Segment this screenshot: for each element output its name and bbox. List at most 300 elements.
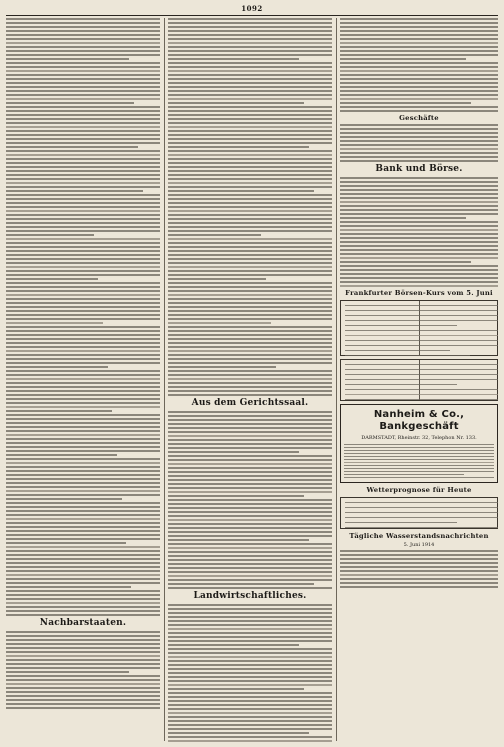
text-line bbox=[168, 350, 332, 352]
text-line bbox=[345, 512, 498, 513]
text-line bbox=[345, 384, 457, 385]
text-line bbox=[168, 688, 304, 690]
text-line bbox=[168, 483, 332, 485]
text-line bbox=[168, 282, 332, 284]
text-line bbox=[345, 325, 457, 326]
text-line bbox=[6, 62, 160, 64]
text-line bbox=[168, 547, 332, 549]
section-heading: Aus dem Gerichtssaal. bbox=[191, 398, 309, 408]
text-line bbox=[168, 274, 332, 276]
text-line bbox=[6, 671, 129, 673]
text-line bbox=[168, 134, 332, 136]
text-line bbox=[168, 246, 332, 248]
text-line bbox=[6, 226, 160, 228]
text-line bbox=[6, 110, 160, 112]
text-line bbox=[168, 555, 332, 557]
text-line bbox=[168, 34, 332, 36]
text-line bbox=[6, 442, 160, 444]
text-line bbox=[6, 474, 160, 476]
text-line bbox=[6, 566, 160, 568]
text-line bbox=[6, 254, 160, 256]
text-line bbox=[168, 660, 332, 662]
text-line bbox=[6, 258, 160, 260]
text-line bbox=[6, 699, 160, 701]
text-line bbox=[168, 575, 332, 577]
text-block bbox=[340, 124, 498, 162]
text-line bbox=[6, 390, 160, 392]
text-line bbox=[340, 30, 498, 32]
text-line bbox=[6, 206, 160, 208]
text-line bbox=[6, 542, 126, 544]
text-line bbox=[6, 663, 160, 665]
text-line bbox=[340, 265, 498, 267]
text-line bbox=[6, 142, 160, 144]
text-line bbox=[345, 517, 498, 518]
text-block bbox=[340, 550, 498, 588]
text-line bbox=[168, 82, 332, 84]
text-line bbox=[6, 538, 160, 540]
text-line bbox=[6, 514, 160, 516]
text-line bbox=[6, 490, 160, 492]
text-line bbox=[6, 518, 160, 520]
text-line bbox=[6, 410, 112, 412]
text-line bbox=[6, 546, 160, 548]
text-line bbox=[168, 86, 332, 88]
text-line bbox=[6, 486, 160, 488]
text-line bbox=[168, 218, 332, 220]
text-line bbox=[168, 684, 332, 686]
text-line bbox=[340, 94, 498, 96]
text-line bbox=[340, 18, 498, 20]
text-line bbox=[6, 370, 160, 372]
text-line bbox=[168, 696, 332, 698]
text-line bbox=[168, 652, 332, 654]
text-line bbox=[168, 539, 309, 541]
text-line bbox=[345, 527, 498, 528]
text-line bbox=[6, 707, 160, 709]
text-line bbox=[340, 62, 498, 64]
text-line bbox=[168, 531, 332, 533]
text-line bbox=[168, 46, 332, 48]
text-block bbox=[340, 18, 498, 112]
text-line bbox=[6, 598, 160, 600]
text-line bbox=[168, 427, 332, 429]
text-line bbox=[340, 177, 498, 179]
text-line bbox=[6, 610, 160, 612]
text-line bbox=[168, 182, 332, 184]
text-line bbox=[340, 110, 498, 112]
text-line bbox=[6, 667, 160, 669]
text-line bbox=[168, 70, 332, 72]
text-line bbox=[6, 354, 160, 356]
text-line bbox=[340, 245, 498, 247]
text-line bbox=[168, 322, 271, 324]
text-line bbox=[340, 233, 498, 235]
text-line bbox=[168, 587, 332, 589]
text-line bbox=[168, 50, 332, 52]
text-line bbox=[168, 491, 332, 493]
text-line bbox=[6, 562, 160, 564]
text-line bbox=[6, 647, 160, 649]
text-line bbox=[168, 42, 332, 44]
text-line bbox=[6, 262, 160, 264]
section-heading: Bank und Börse. bbox=[375, 164, 463, 174]
text-line bbox=[340, 140, 498, 142]
text-line bbox=[168, 676, 332, 678]
text-line bbox=[340, 281, 498, 283]
text-line bbox=[168, 487, 332, 489]
text-line bbox=[6, 334, 160, 336]
text-line bbox=[6, 346, 160, 348]
text-line bbox=[168, 90, 332, 92]
text-line bbox=[340, 562, 498, 564]
text-line bbox=[6, 683, 160, 685]
text-line bbox=[6, 366, 108, 368]
text-line bbox=[6, 234, 94, 236]
text-line bbox=[168, 507, 332, 509]
text-line bbox=[168, 166, 332, 168]
text-line bbox=[6, 130, 160, 132]
text-line bbox=[345, 340, 498, 341]
text-line bbox=[340, 197, 498, 199]
text-line bbox=[168, 724, 332, 726]
text-line bbox=[6, 306, 160, 308]
text-line bbox=[6, 158, 160, 160]
text-line bbox=[168, 386, 332, 388]
text-line bbox=[168, 511, 332, 513]
text-line bbox=[344, 450, 494, 451]
text-line bbox=[168, 194, 332, 196]
text-line bbox=[168, 342, 332, 344]
text-line bbox=[168, 479, 332, 481]
text-line bbox=[6, 374, 160, 376]
text-line bbox=[168, 680, 332, 682]
text-line bbox=[168, 423, 332, 425]
text-line bbox=[6, 498, 122, 500]
text-line bbox=[6, 26, 160, 28]
text-line bbox=[168, 58, 299, 60]
text-line bbox=[6, 314, 160, 316]
section-heading: Nachbarstaaten. bbox=[39, 618, 127, 628]
text-line bbox=[168, 154, 332, 156]
text-line bbox=[344, 444, 494, 445]
column-middle bbox=[168, 18, 332, 743]
text-line bbox=[340, 189, 498, 191]
text-line bbox=[168, 712, 332, 714]
column-divider bbox=[336, 18, 337, 741]
text-line bbox=[168, 499, 332, 501]
page-header bbox=[6, 4, 498, 16]
text-line bbox=[168, 262, 332, 264]
text-line bbox=[6, 294, 160, 296]
text-line bbox=[340, 550, 498, 552]
text-line bbox=[6, 502, 160, 504]
text-line bbox=[168, 559, 332, 561]
text-line bbox=[340, 50, 498, 52]
text-line bbox=[168, 18, 332, 20]
text-line bbox=[168, 640, 332, 642]
text-line bbox=[340, 181, 498, 183]
text-line bbox=[6, 242, 160, 244]
text-line bbox=[6, 639, 160, 641]
text-line bbox=[168, 258, 332, 260]
text-line bbox=[6, 322, 103, 324]
text-line bbox=[6, 466, 160, 468]
text-line bbox=[6, 398, 160, 400]
text-line bbox=[6, 166, 160, 168]
text-line bbox=[168, 608, 332, 610]
text-line bbox=[345, 315, 498, 316]
text-line bbox=[168, 38, 332, 40]
text-line bbox=[6, 526, 160, 528]
text-line bbox=[6, 655, 160, 657]
text-line bbox=[168, 222, 332, 224]
text-line bbox=[340, 106, 498, 108]
text-line bbox=[168, 126, 332, 128]
section-heading: Landwirtschaftliches. bbox=[193, 591, 307, 601]
text-line bbox=[6, 218, 160, 220]
text-line bbox=[168, 26, 332, 28]
text-line bbox=[6, 631, 160, 633]
text-line bbox=[340, 241, 498, 243]
text-line bbox=[340, 70, 498, 72]
text-line bbox=[340, 217, 466, 219]
text-line bbox=[6, 338, 160, 340]
text-line bbox=[6, 66, 160, 68]
text-line bbox=[168, 306, 332, 308]
text-line bbox=[340, 277, 498, 279]
text-line bbox=[340, 574, 498, 576]
text-line bbox=[6, 430, 160, 432]
text-line bbox=[168, 455, 332, 457]
text-line bbox=[168, 459, 332, 461]
text-line bbox=[340, 566, 498, 568]
section-heading: Geschäfte bbox=[399, 114, 439, 122]
text-line bbox=[168, 439, 332, 441]
text-line bbox=[340, 570, 498, 572]
text-line bbox=[168, 366, 276, 368]
text-line bbox=[168, 668, 332, 670]
text-line bbox=[6, 266, 160, 268]
text-line bbox=[6, 78, 160, 80]
text-line bbox=[6, 230, 160, 232]
text-line bbox=[168, 732, 309, 734]
text-line bbox=[6, 454, 117, 456]
text-line bbox=[6, 386, 160, 388]
text-line bbox=[340, 124, 498, 126]
page-number: 1092 bbox=[241, 4, 263, 13]
text-line bbox=[6, 134, 160, 136]
text-line bbox=[344, 465, 494, 466]
text-line bbox=[168, 616, 332, 618]
text-line bbox=[340, 185, 498, 187]
text-line bbox=[6, 90, 160, 92]
text-line bbox=[168, 186, 332, 188]
text-line bbox=[168, 98, 332, 100]
text-line bbox=[340, 82, 498, 84]
text-line bbox=[168, 700, 332, 702]
text-line bbox=[340, 156, 498, 158]
text-line bbox=[345, 305, 498, 306]
text-line bbox=[168, 382, 332, 384]
text-line bbox=[6, 50, 160, 52]
text-line bbox=[6, 138, 160, 140]
text-line bbox=[168, 415, 332, 417]
text-line bbox=[6, 278, 98, 280]
text-line bbox=[6, 695, 160, 697]
text-line bbox=[340, 42, 498, 44]
text-line bbox=[168, 720, 332, 722]
text-line bbox=[6, 114, 160, 116]
text-line bbox=[6, 74, 160, 76]
text-block bbox=[340, 177, 498, 287]
text-line bbox=[168, 158, 332, 160]
text-line bbox=[168, 579, 332, 581]
text-line bbox=[6, 298, 160, 300]
text-line bbox=[345, 364, 498, 365]
text-line bbox=[345, 310, 498, 311]
text-line bbox=[340, 152, 498, 154]
text-line bbox=[6, 494, 160, 496]
section-heading: Frankfurter Börsen-Kurs vom 5. Juni bbox=[345, 289, 493, 297]
text-line bbox=[168, 122, 332, 124]
text-line bbox=[6, 510, 160, 512]
text-line bbox=[168, 22, 332, 24]
text-line bbox=[6, 382, 160, 384]
text-line bbox=[6, 98, 160, 100]
ad-company: Nanheim & Co., Bankgeschäft bbox=[373, 409, 465, 432]
text-line bbox=[168, 431, 332, 433]
text-line bbox=[168, 551, 332, 553]
text-line bbox=[6, 394, 160, 396]
text-line bbox=[168, 692, 332, 694]
text-line bbox=[168, 178, 332, 180]
column-left bbox=[6, 18, 160, 743]
text-line bbox=[6, 318, 160, 320]
text-line bbox=[168, 94, 332, 96]
text-line bbox=[168, 310, 332, 312]
text-line bbox=[6, 86, 160, 88]
text-line bbox=[6, 679, 160, 681]
text-line bbox=[6, 82, 160, 84]
text-line bbox=[168, 527, 332, 529]
text-line bbox=[344, 456, 494, 457]
text-line bbox=[168, 226, 332, 228]
text-line bbox=[168, 447, 332, 449]
text-line bbox=[168, 130, 332, 132]
text-block bbox=[168, 411, 332, 589]
text-line bbox=[340, 132, 498, 134]
text-line bbox=[6, 270, 160, 272]
text-line bbox=[6, 643, 160, 645]
text-line bbox=[340, 160, 498, 162]
text-line bbox=[6, 282, 160, 284]
text-line bbox=[6, 691, 160, 693]
exchange-table bbox=[340, 300, 498, 356]
text-line bbox=[168, 716, 332, 718]
text-line bbox=[168, 110, 332, 112]
text-line bbox=[6, 482, 160, 484]
text-line bbox=[168, 604, 332, 606]
text-line bbox=[6, 594, 160, 596]
text-block bbox=[168, 18, 332, 396]
exchange-table bbox=[340, 359, 498, 401]
text-line bbox=[168, 334, 332, 336]
ad-address: DARMSTADT, Rheinstr. 32, Telephon Nr. 133. bbox=[361, 435, 477, 441]
text-line bbox=[340, 229, 498, 231]
text-line bbox=[6, 458, 160, 460]
text-line bbox=[340, 249, 498, 251]
text-line bbox=[168, 234, 261, 236]
text-line bbox=[168, 515, 332, 517]
text-line bbox=[6, 202, 160, 204]
text-line bbox=[6, 554, 160, 556]
text-line bbox=[168, 443, 332, 445]
text-line bbox=[168, 170, 332, 172]
text-line bbox=[6, 94, 160, 96]
text-line bbox=[340, 136, 498, 138]
text-line bbox=[168, 378, 332, 380]
text-line bbox=[168, 620, 332, 622]
text-line bbox=[344, 471, 494, 472]
text-line bbox=[6, 162, 160, 164]
text-line bbox=[168, 270, 332, 272]
text-line bbox=[6, 434, 160, 436]
text-line bbox=[6, 102, 134, 104]
text-line bbox=[340, 193, 498, 195]
text-line bbox=[6, 602, 160, 604]
text-line bbox=[345, 502, 498, 503]
text-line bbox=[168, 214, 332, 216]
text-line bbox=[6, 214, 160, 216]
text-line bbox=[168, 704, 332, 706]
text-line bbox=[340, 26, 498, 28]
text-line bbox=[6, 30, 160, 32]
text-line bbox=[168, 190, 314, 192]
text-line bbox=[345, 374, 498, 375]
text-line bbox=[340, 269, 498, 271]
text-line bbox=[168, 278, 266, 280]
text-line bbox=[168, 162, 332, 164]
text-line bbox=[168, 535, 332, 537]
text-block bbox=[168, 604, 332, 743]
text-line bbox=[168, 471, 332, 473]
text-line bbox=[168, 467, 332, 469]
text-line bbox=[6, 174, 160, 176]
text-line bbox=[6, 238, 160, 240]
text-line bbox=[6, 402, 160, 404]
text-line bbox=[345, 394, 498, 395]
text-line bbox=[168, 118, 332, 120]
text-line bbox=[168, 571, 332, 573]
text-line bbox=[6, 194, 160, 196]
text-line bbox=[6, 34, 160, 36]
text-line bbox=[6, 246, 160, 248]
advertisement bbox=[340, 404, 498, 483]
text-line bbox=[6, 578, 160, 580]
text-line bbox=[6, 586, 131, 588]
text-line bbox=[340, 148, 498, 150]
text-line bbox=[340, 78, 498, 80]
text-block bbox=[6, 631, 160, 709]
text-line bbox=[340, 582, 498, 584]
text-line bbox=[168, 174, 332, 176]
text-line bbox=[6, 70, 160, 72]
text-line bbox=[6, 146, 138, 148]
text-line bbox=[6, 414, 160, 416]
text-line bbox=[340, 225, 498, 227]
text-line bbox=[168, 362, 332, 364]
